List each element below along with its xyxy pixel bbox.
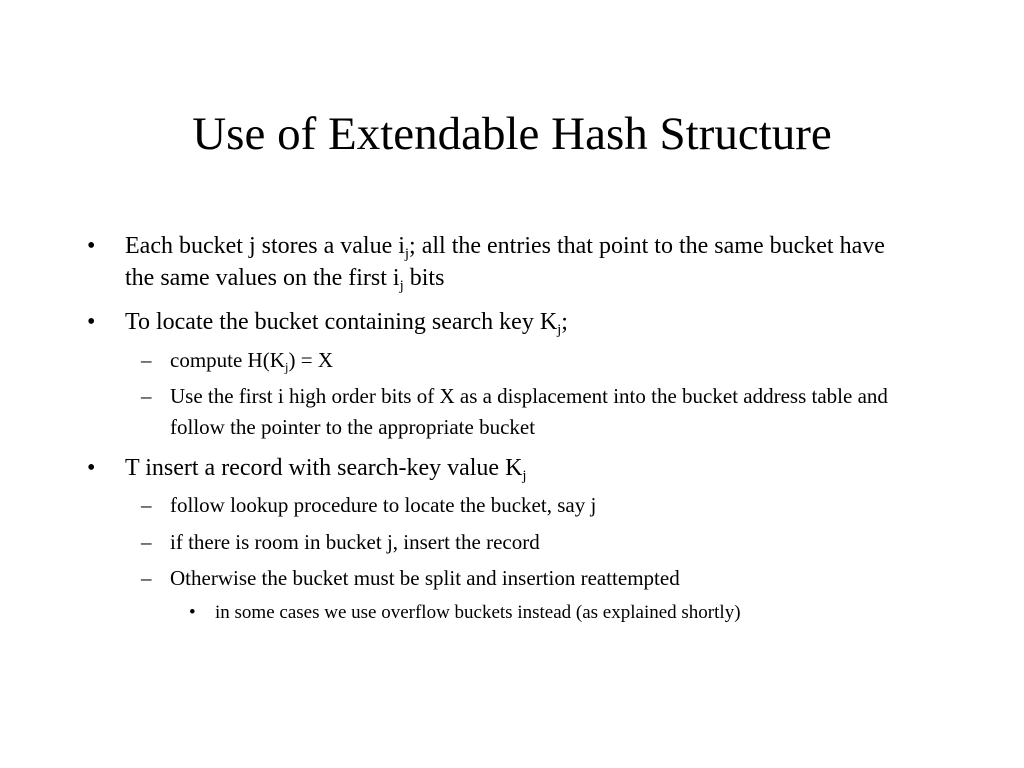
bullet-marker: • [189, 602, 196, 623]
bullet-item: • Each bucket j stores a value $i_j$; all the entries that point to the same bucket have the same values on the first $i_j$ bits [125, 230, 905, 294]
sub-item: – if there is room in bucket j, insert the record [170, 527, 910, 558]
dash-marker: – [141, 566, 152, 590]
dash-marker: – [141, 384, 152, 408]
sub-sub-item: • in some cases we use overflow buckets instead (as explained shortly) [215, 600, 955, 626]
sub-item: – follow lookup procedure to locate the bucket, say j [170, 490, 910, 521]
bullet-item: • T insert a record with search-key value $K_j$ [125, 452, 905, 484]
bullet-marker: • [87, 455, 96, 481]
sub-item: – Use the first i high order bits of X as a displacement into the bucket address table and follow the pointer to the appropriate bucket [170, 381, 890, 443]
dash-marker: – [141, 348, 152, 372]
bullet-item: • To locate the bucket containing search key $K_j$; [125, 306, 905, 338]
slide-title: Use of Extendable Hash Structure [192, 108, 832, 160]
sub-item: – compute $H(K_j) = X$ [170, 345, 910, 376]
dash-marker: – [141, 493, 152, 517]
sub-item: – Otherwise the bucket must be split and insertion reattempted [170, 563, 910, 594]
dash-marker: – [141, 530, 152, 554]
bullet-marker: • [87, 309, 96, 335]
bullet-marker: • [87, 233, 96, 259]
